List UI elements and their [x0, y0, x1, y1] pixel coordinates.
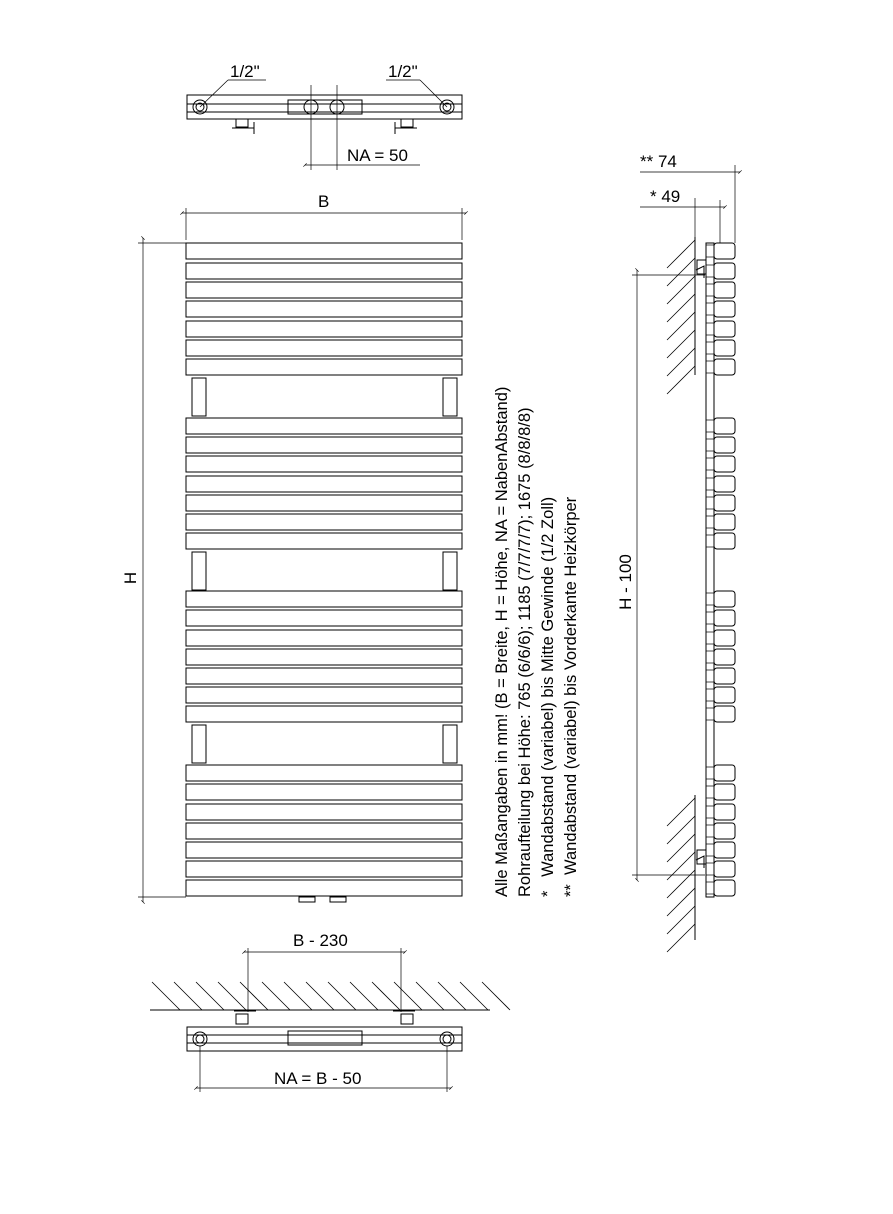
- side-view: [616, 152, 740, 952]
- heating-tube: [186, 476, 462, 492]
- heating-tube: [186, 437, 462, 453]
- heating-tube: [186, 823, 462, 839]
- heating-tube: [186, 668, 462, 684]
- heating-tube: [186, 263, 462, 279]
- bottom-view: [150, 931, 510, 1092]
- heating-tube: [186, 630, 462, 646]
- note-line-3: * Wandabstand (variabel) bis Mitte Gewinde (1/2 Zoll): [539, 496, 557, 897]
- h-100-label: H - 100: [616, 554, 635, 610]
- heating-tube: [186, 243, 462, 259]
- width-label: B: [318, 192, 330, 211]
- side-wall-hatch: [667, 240, 695, 952]
- heating-tube: [186, 495, 462, 511]
- heating-tubes: [186, 243, 462, 896]
- depth-49-label: * 49: [650, 187, 681, 206]
- heating-tube: [186, 321, 462, 337]
- wall-hatch: [152, 982, 510, 1010]
- b-230-label: B - 230: [293, 931, 348, 950]
- front-view: [121, 192, 466, 902]
- thread-label-right: 1/2": [388, 62, 418, 81]
- heating-tube: [186, 610, 462, 626]
- bottom-left-connection-icon: [193, 1032, 207, 1046]
- top-view: [187, 62, 462, 170]
- heating-tube: [186, 804, 462, 820]
- heating-tube: [186, 784, 462, 800]
- depth-74-label: ** 74: [640, 152, 677, 171]
- note-line-2: Rohraufteilung bei Höhe: 765 (6/6/6); 1185 (7/7/7/7); 1675 (8/8/8/8): [516, 407, 534, 897]
- heating-tube: [186, 880, 462, 896]
- note-line-1: Alle Maßangaben in mm! (B = Breite, H = Höhe, NA = NabenAbstand): [493, 386, 511, 897]
- heating-tube: [186, 591, 462, 607]
- side-tube-profiles: [706, 243, 735, 896]
- na-b-50-label: NA = B - 50: [274, 1069, 362, 1088]
- heating-tube: [186, 301, 462, 317]
- heating-tube: [186, 456, 462, 472]
- heating-tube: [186, 765, 462, 781]
- heating-tube: [186, 340, 462, 356]
- heating-tube: [186, 514, 462, 530]
- na-50-label: NA = 50: [347, 146, 408, 165]
- heating-tube: [186, 533, 462, 549]
- heating-tube: [186, 649, 462, 665]
- heating-tube: [186, 282, 462, 298]
- heating-tube: [186, 706, 462, 722]
- height-label: H: [121, 571, 140, 585]
- thread-label-left: 1/2": [230, 62, 260, 81]
- bottom-right-connection-icon: [440, 1032, 454, 1046]
- heating-tube: [186, 687, 462, 703]
- note-line-4: ** Wandabstand (variabel) bis Vorderkante Heizkörper: [562, 496, 580, 897]
- heating-tube: [186, 359, 462, 375]
- heating-tube: [186, 418, 462, 434]
- heating-tube: [186, 842, 462, 858]
- heating-tube: [186, 861, 462, 877]
- notes-block: [493, 387, 580, 897]
